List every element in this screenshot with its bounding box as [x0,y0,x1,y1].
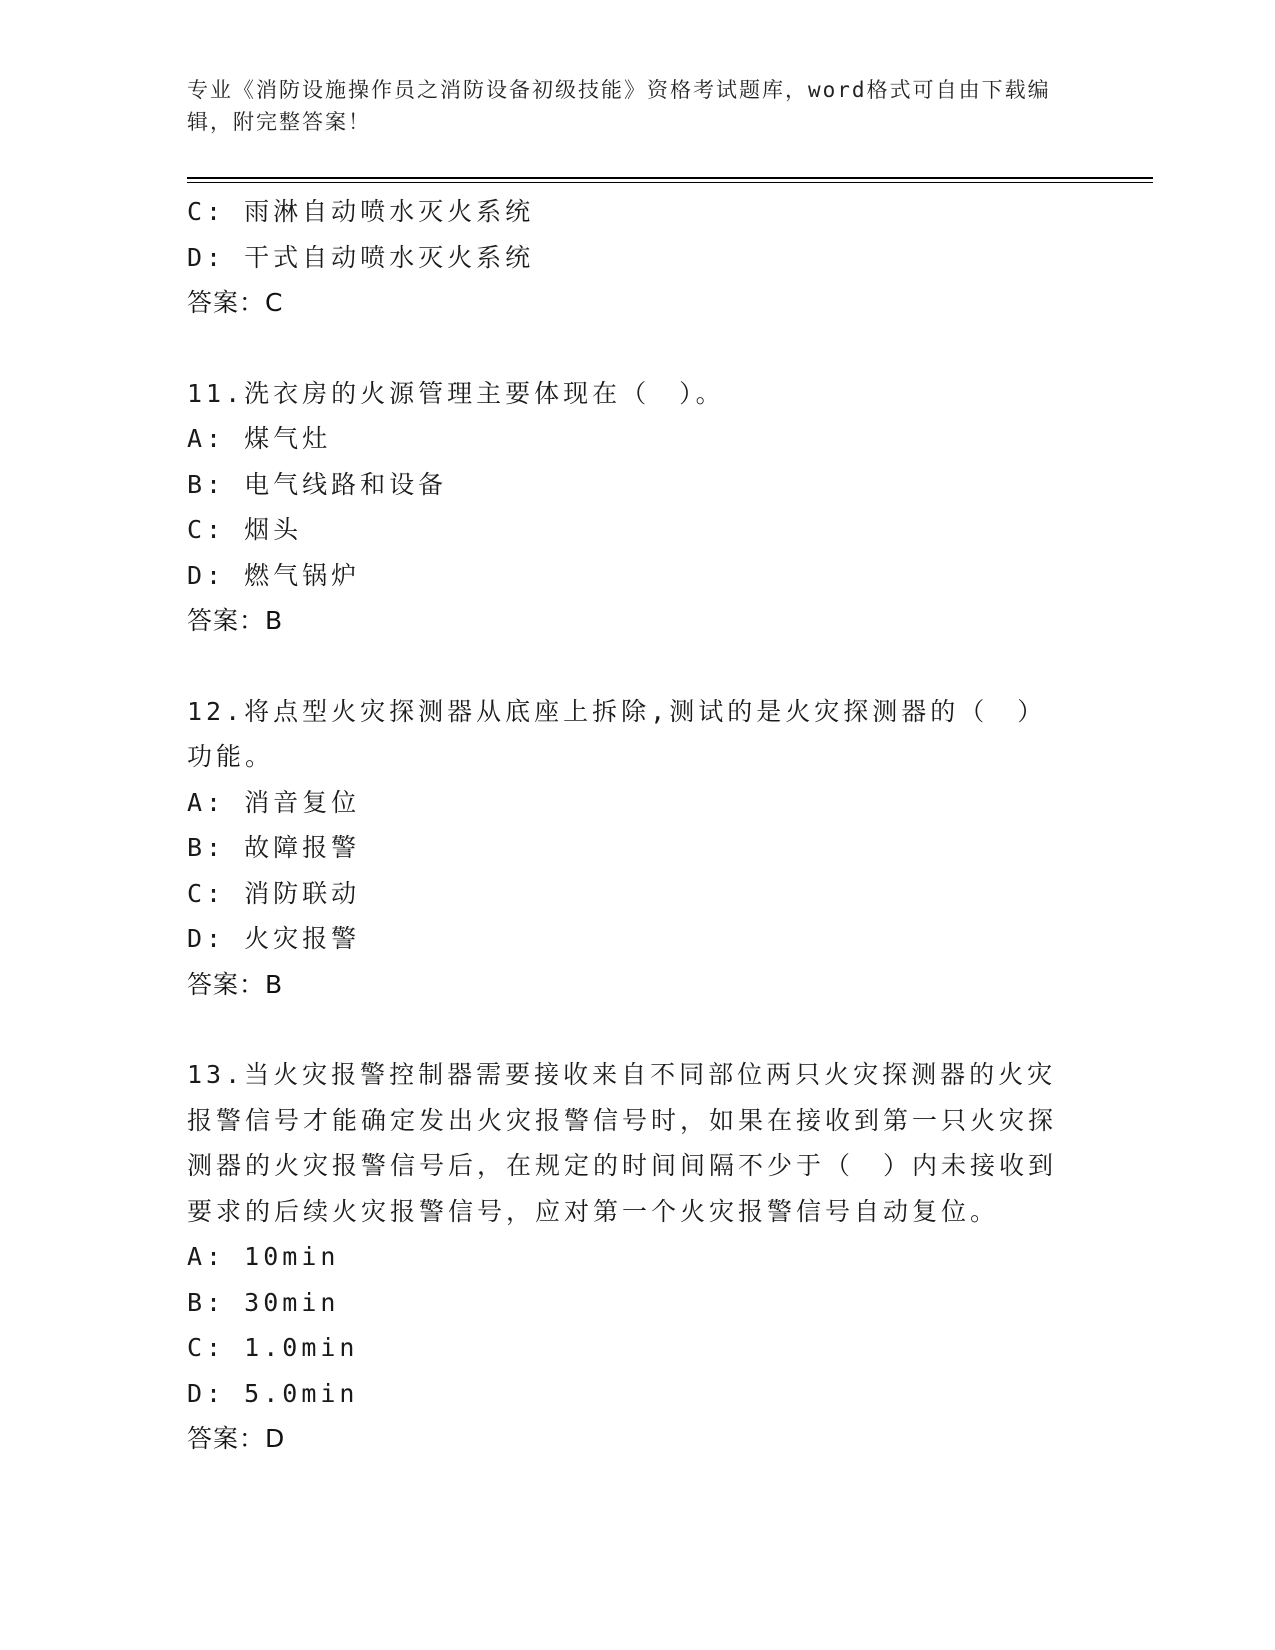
question-stem: 13.当火灾报警控制器需要接收来自不同部位两只火灾探测器的火灾报警信号才能确定发出火灾报警信号时，如果在接收到第一只火灾探测器的火灾报警信号后，在规定的时间间隔不少于（ ）内未接收到要求的后续火灾报警信号，应对第一个火灾报警信号自动复位。 [187,1060,1058,1226]
question-11 [187,371,1087,644]
question-10-tail [187,189,1087,326]
option-b: B: 电气线路和设备 [187,469,448,499]
option-d: D: 5.0min [187,1378,359,1408]
question-13 [187,1052,1087,1462]
option-c: C: 1.0min [187,1333,359,1362]
question-12 [187,689,1087,1008]
option-d: D: 火灾报警 [187,924,361,953]
header-divider-thick [187,177,1153,179]
header-divider-thin [187,182,1153,183]
answer-label: 答案：D [187,1424,286,1453]
question-stem: 11.洗衣房的火源管理主要体现在（ ）。 [187,378,725,408]
answer-label: 答案：C [187,288,284,317]
answer-label: 答案：B [187,969,284,999]
option-a: A: 煤气灶 [187,424,332,453]
question-content [187,189,1087,1462]
option-b: B: 30min [187,1287,340,1317]
option-c: C: 烟头 [187,515,303,544]
option-b: B: 故障报警 [187,833,361,862]
option-d: D: 干式自动喷水灭火系统 [187,242,535,272]
option-d: D: 燃气锅炉 [187,560,361,590]
option-c: C: 雨淋自动喷水灭火系统 [187,197,535,226]
answer-label: 答案：B [187,606,284,635]
document-header: 专业《消防设施操作员之消防设备初级技能》资格考试题库，word格式可自由下载编辑，附完整答案！ [187,78,1051,134]
option-c: C: 消防联动 [187,878,361,908]
question-stem: 12.将点型火灾探测器从底座上拆除,测试的是火灾探测器的（ ）功能。 [187,696,1047,771]
option-a: A: 消音复位 [187,787,361,817]
option-a: A: 10min [187,1242,340,1271]
